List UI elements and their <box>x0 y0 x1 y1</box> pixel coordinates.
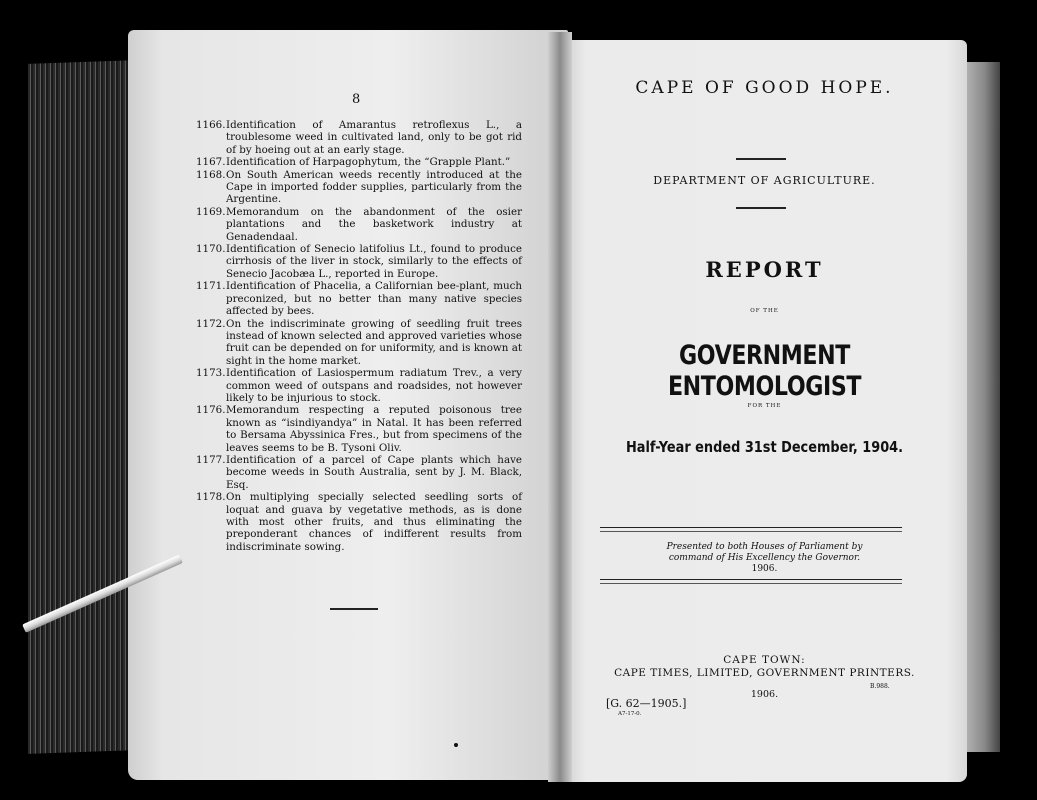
imprint-year: 1906. <box>750 689 779 700</box>
entry-number: 1178. <box>196 491 226 504</box>
entry-number: 1170. <box>196 243 226 256</box>
entry-item <box>196 206 522 243</box>
entry-number: 1166. <box>196 119 226 131</box>
entry-text: Identification of Phacelia, a Californian bee-plant, much preconized, but no better than many native species affected by bees. <box>226 280 522 318</box>
page-block-edges <box>28 60 133 754</box>
of-the-text: OF THE <box>750 308 779 314</box>
colony-heading: CAPE OF GOOD HOPE. <box>635 78 894 98</box>
entry-number: 1168. <box>196 168 226 181</box>
entry-number: 1172. <box>196 317 226 330</box>
entry-item <box>196 243 522 280</box>
paper-reference: [G. 62—1905.] <box>606 697 687 710</box>
presented-note: Presented to both Houses of Parliament by command of His Excellency the Governor. <box>666 542 863 563</box>
for-the-text: FOR THE <box>747 403 782 409</box>
entry-number: 1171. <box>196 280 226 293</box>
department-heading: DEPARTMENT OF AGRICULTURE. <box>653 174 876 187</box>
entry-text: Identification of a parcel of Cape plants which have become weeds in South Australia, sent by J. M. Black, Esq. <box>226 453 522 491</box>
page-number: 8 <box>352 92 361 107</box>
entry-number: 1176. <box>196 404 226 417</box>
entry-item <box>196 169 522 206</box>
office-heading: GOVERNMENT ENTOMOLOGIST <box>667 340 862 402</box>
year-presented: 1906. <box>751 564 778 574</box>
entry-text: On the indiscriminate growing of seedling fruit trees instead of known selected and approved varieties whose fruit can be depended on for uniformity, and is known at sight in the home market. <box>226 317 522 367</box>
imprint-printers: CAPE TIMES, LIMITED, GOVERNMENT PRINTERS. <box>614 667 915 679</box>
entry-item <box>196 318 522 368</box>
print-code: B.988. <box>870 683 890 690</box>
entry-number: 1173. <box>196 367 226 380</box>
entry-list <box>196 119 522 553</box>
entry-item <box>196 280 522 317</box>
entry-text: On multiplying specially selected seedling sorts of loquat and guava by vegetative methods, as is done with most other fruits, and thus eliminating the preponderant chances of indifferent results from indiscriminate sowing. <box>226 491 522 553</box>
entry-text: Identification of Senecio latifolius Lt., found to produce cirrhosis of the liver in stock, similarly to the effects of Senecio Jacobæa L., reported in Europe. <box>226 243 522 280</box>
entry-text: Identification of Harpagophytum, the “Grapple Plant.” <box>226 156 511 169</box>
entry-text: On South American weeds recently introduced at the Cape in imported fodder supplies, particularly from the Argentine. <box>226 168 522 206</box>
imprint-place: CAPE TOWN: <box>723 654 806 666</box>
entry-text: Memorandum on the abandonment of the osier plantations and the basketwork industry at Genadendaal. <box>226 205 522 243</box>
entry-number: 1169. <box>196 205 226 218</box>
short-rule-bottom <box>736 207 786 209</box>
entry-item <box>196 454 522 491</box>
paper-reference-sub: A7-17-0. <box>618 711 642 717</box>
report-heading: REPORT <box>705 257 824 282</box>
double-rule-bottom <box>600 579 902 584</box>
entry-item <box>196 491 522 553</box>
entry-item <box>196 367 522 404</box>
entry-text: Memorandum respecting a reputed poisonous tree known as “isindiyandya” in Natal. It has been referred to Bersama Abyssinica Fres., but from specimens of the leaves seems to be B. Tysoni Oliv. <box>226 404 522 454</box>
entry-number: 1167. <box>196 156 226 169</box>
entry-text: Identification of Amarantus retroflexus L., a troublesome weed in cultivated land, only to be got rid of by hoeing out at an early stage. <box>226 119 522 156</box>
closing-rule <box>330 608 378 610</box>
page-block-edges-right <box>962 62 1000 752</box>
entry-text: Identification of Lasiospermum radiatum Trev., a very common weed of outspans and roadsides, not however likely to be injurious to stock. <box>226 367 522 404</box>
period-heading: Half-Year ended 31st December, 1904. <box>625 438 904 456</box>
entry-item <box>196 119 522 156</box>
ink-dot <box>454 743 458 747</box>
short-rule-top <box>736 158 786 160</box>
double-rule-top <box>600 527 902 532</box>
entry-item <box>196 404 522 454</box>
entry-number: 1177. <box>196 453 226 466</box>
entry-item <box>196 156 522 168</box>
